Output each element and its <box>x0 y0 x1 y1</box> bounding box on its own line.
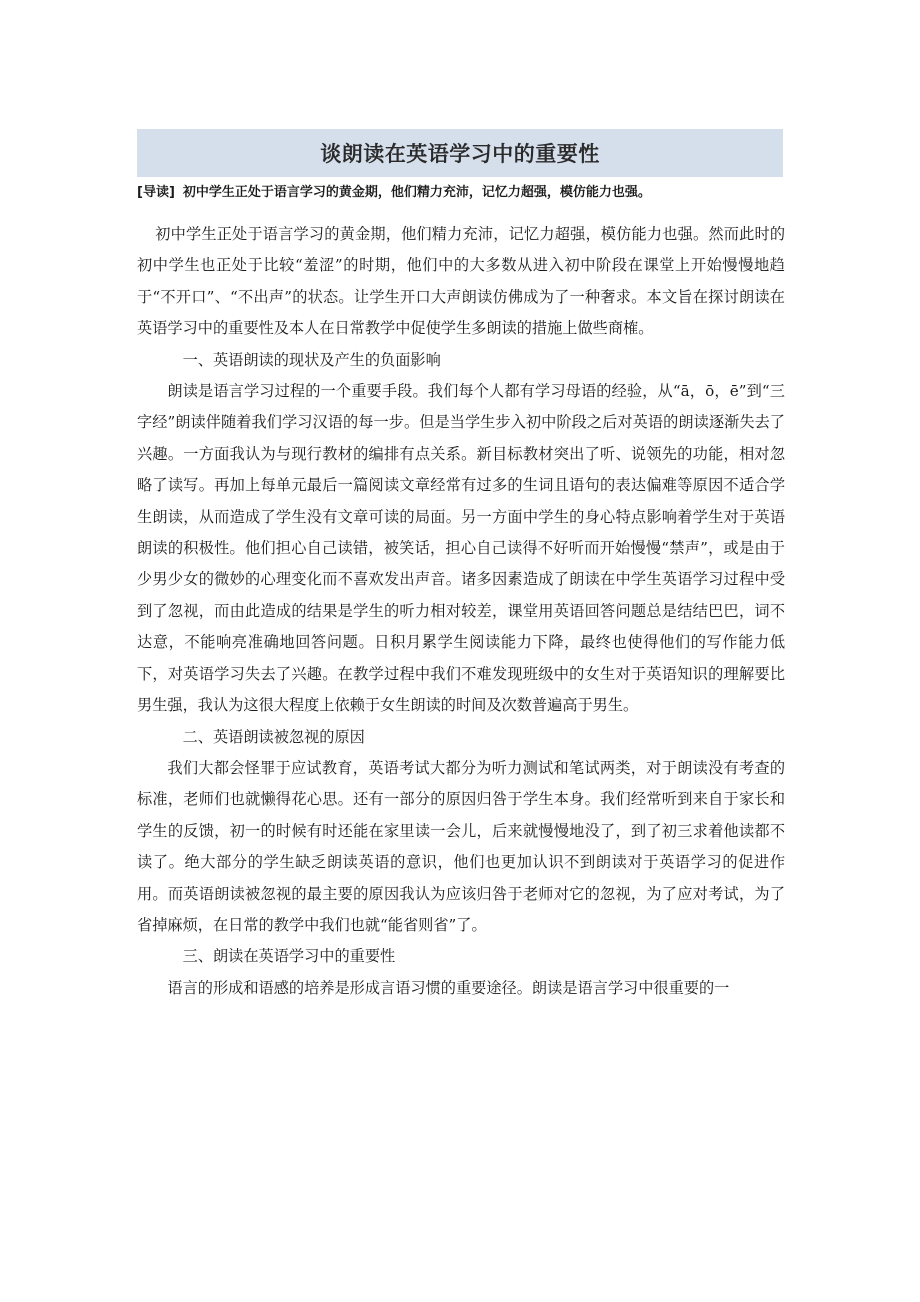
body-paragraph: 朗读是语言学习过程的一个重要手段。我们每个人都有学习母语的经验，从“ā，ō，ē”到“三字经”朗读伴随着我们学习汉语的每一步。但是当学生步入初中阶段之后对英语的朗读逐渐失去了兴趣。一方面我认为与现行教材的编排有点关系。新目标教材突出了听、说领先的功能，相对忽略了读写。再加上每单元最后一篇阅读文章经常有过多的生词且语句的表达偏难等原因不适合学生朗读，从而造成了学生没有文章可读的局面。另一方面中学生的身心特点影响着学生对于英语朗读的积极性。他们担心自己读错，被笑话，担心自己读得不好听而开始慢慢“禁声”，或是由于少男少女的微妙的心理变化而不喜欢发出声音。诸多因素造成了朗读在中学生英语学习过程中受到了忽视，而由此造成的结果是学生的听力相对较差，课堂用英语回答问题总是结结巴巴，词不达意，不能响亮准确地回答问题。日积月累学生阅读能力下降，最终也使得他们的写作能力低下，对英语学习失去了兴趣。在教学过程中我们不难发现班级中的女生对于英语知识的理解要比男生强，我认为这很大程度上依赖于女生朗读的时间及次数普遍高于男生。 <box>137 382 785 715</box>
section-heading-1: 一、英语朗读的现状及产生的负面影响 <box>182 350 441 369</box>
document-title: 谈朗读在英语学习中的重要性 <box>320 142 600 166</box>
section-heading-2: 二、英语朗读被忽视的原因 <box>182 727 365 746</box>
lead-summary <box>137 183 783 203</box>
lead-text: 初中学生正处于语言学习的黄金期，他们精力充沛，记忆力超强，模仿能力也强。 <box>182 185 651 200</box>
article-body <box>137 219 785 1004</box>
intro-paragraph: 初中学生正处于语言学习的黄金期，他们精力充沛，记忆力超强，模仿能力也强。然而此时的初中学生也正处于比较“羞涩”的时期，他们中的大多数从进入初中阶段在课堂上开始慢慢地趋于“不开口”、“不出声”的状态。让学生开口大声朗读仿佛成为了一种奢求。本文旨在探讨朗读在英语学习中的重要性及本人在日常教学中促使学生多朗读的措施上做些商榷。 <box>137 225 785 338</box>
body-paragraph: 我们大都会怪罪于应试教育，英语考试大都分为听力测试和笔试两类，对于朗读没有考查的标准，老师们也就懒得花心思。还有一部分的原因归咎于学生本身。我们经常听到来自于家长和学生的反馈，初一的时候有时还能在家里读一会儿，后来就慢慢地没了，到了初三求着他读都不读了。绝大部分的学生缺乏朗读英语的意识，他们也更加认识不到朗读对于英语学习的促进作用。而英语朗读被忽视的最主要的原因我认为应该归咎于老师对它的忽视，为了应对考试，为了省掉麻烦，在日常的教学中我们也就“能省则省”了。 <box>137 758 785 934</box>
title-banner <box>137 129 783 177</box>
lead-label: [导读] <box>137 185 175 200</box>
body-paragraph: 语言的形成和语感的培养是形成言语习惯的重要途径。朗读是语言学习中很重要的一 <box>167 978 730 997</box>
section-heading-3: 三、朗读在英语学习中的重要性 <box>182 947 396 966</box>
